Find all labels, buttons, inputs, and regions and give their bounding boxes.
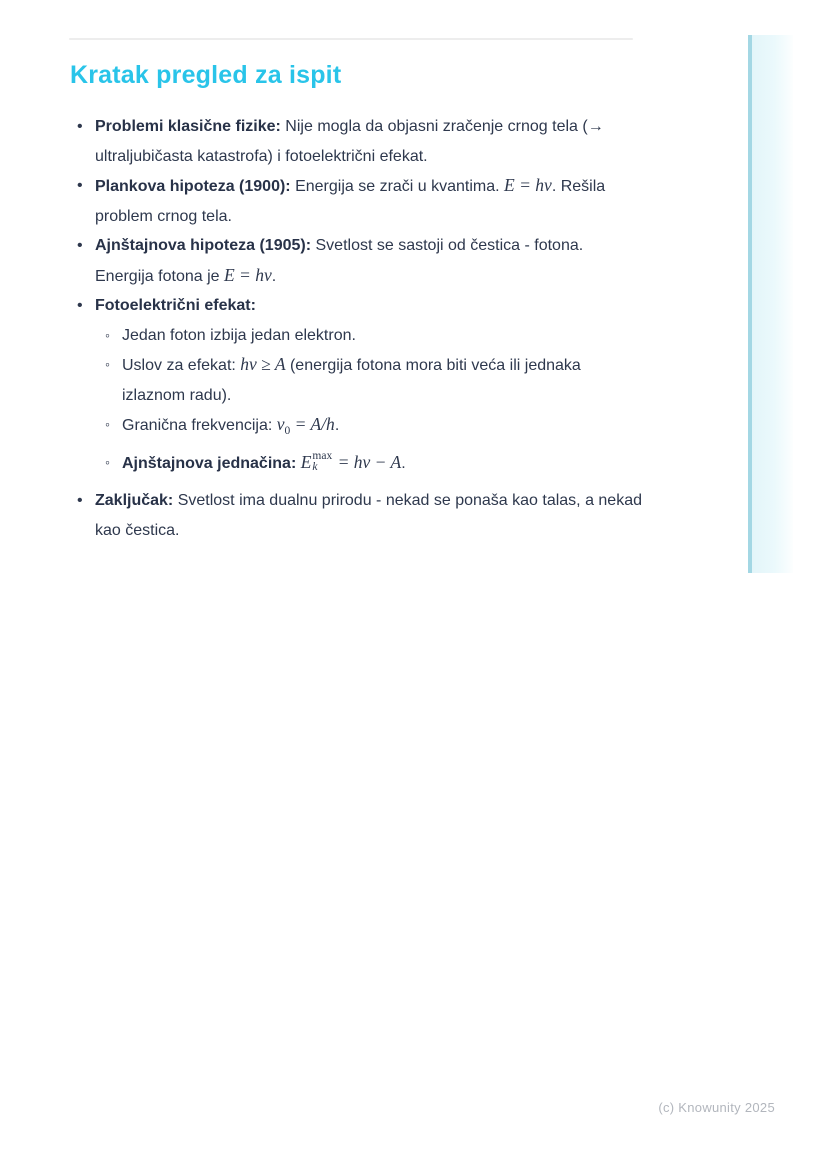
- item-text: .: [271, 267, 277, 285]
- math-supsub: [312, 451, 332, 473]
- math-formula: hv ≥ A: [240, 354, 286, 374]
- bullet-icon: •: [77, 492, 83, 509]
- item-text: Jedan foton izbija jedan elektron.: [122, 326, 356, 344]
- bullet-icon: •: [77, 118, 83, 135]
- sub-bullet-list: [95, 321, 642, 479]
- math-subscript: 0: [284, 425, 291, 437]
- copyright-note: (c) Knowunity 2025: [658, 1100, 775, 1115]
- item-lead: Problemi klasične fizike:: [95, 118, 281, 135]
- item-text: .: [401, 454, 406, 472]
- bullet-icon: •: [77, 297, 83, 314]
- sub-item-granicna: [97, 410, 642, 441]
- list-item-problemi: [70, 112, 642, 171]
- sub-item-uslov: [97, 350, 642, 410]
- math-formula: = A/h: [290, 414, 335, 434]
- list-item-zakljucak: [70, 486, 642, 545]
- bullet-icon: •: [77, 237, 83, 254]
- item-lead: Ajnštajnova hipoteza (1905):: [95, 237, 312, 254]
- item-lead: Ajnštajnova jednačina:: [122, 454, 301, 472]
- content-area: [70, 60, 642, 545]
- sub-item-jedan-foton: [97, 321, 642, 351]
- math-formula: E: [300, 451, 312, 472]
- sub-bullet-icon: ◦: [105, 326, 110, 343]
- top-divider: [69, 38, 633, 40]
- item-text: Granična frekvencija:: [122, 417, 277, 434]
- item-text: Energija se zrači u kvantima.: [290, 178, 505, 195]
- list-item-fotoelektricni: [70, 291, 642, 478]
- math-formula: v: [276, 414, 285, 434]
- list-item-ajnstajnova: [70, 231, 642, 291]
- math-subscript: k: [312, 461, 318, 474]
- sub-bullet-icon: ◦: [105, 416, 110, 432]
- item-text: Svetlost ima dualnu prirodu - nekad se ponaša kao talas, a nekad kao čestica.: [95, 492, 642, 539]
- page-title: Kratak pregled za ispit: [70, 61, 342, 89]
- accent-side-panel: [748, 35, 793, 573]
- bullet-icon: •: [77, 177, 83, 194]
- sub-item-jednacina: [97, 448, 642, 479]
- sub-bullet-icon: ◦: [105, 453, 110, 470]
- item-text: Nije mogla da objasni zračenje crnog tela (→ ultraljubičasta katastrofa) i fotoelektrični efekat.: [95, 118, 604, 165]
- math-formula: E = hv: [504, 175, 552, 195]
- item-lead: Fotoelektrični efekat:: [95, 297, 256, 314]
- bullet-list: [70, 112, 642, 545]
- list-item-plankova: [70, 171, 642, 231]
- item-text: (energija fotona mora biti veća ili jednaka izlaznom radu).: [122, 357, 581, 404]
- item-text: Svetlost se sastoji od čestica - fotona. Energija fotona je: [95, 237, 584, 285]
- item-lead: Zaključak:: [95, 492, 174, 509]
- math-formula: = hv − A: [333, 451, 402, 472]
- item-text: .: [334, 417, 340, 434]
- item-text: Uslov za efekat:: [122, 357, 241, 374]
- math-formula: E = hv: [223, 264, 272, 285]
- math-superscript: max: [312, 450, 333, 463]
- item-lead: Plankova hipoteza (1900):: [95, 178, 291, 195]
- item-text: . Rešila problem crnog tela.: [95, 178, 606, 225]
- sub-bullet-icon: ◦: [105, 356, 110, 372]
